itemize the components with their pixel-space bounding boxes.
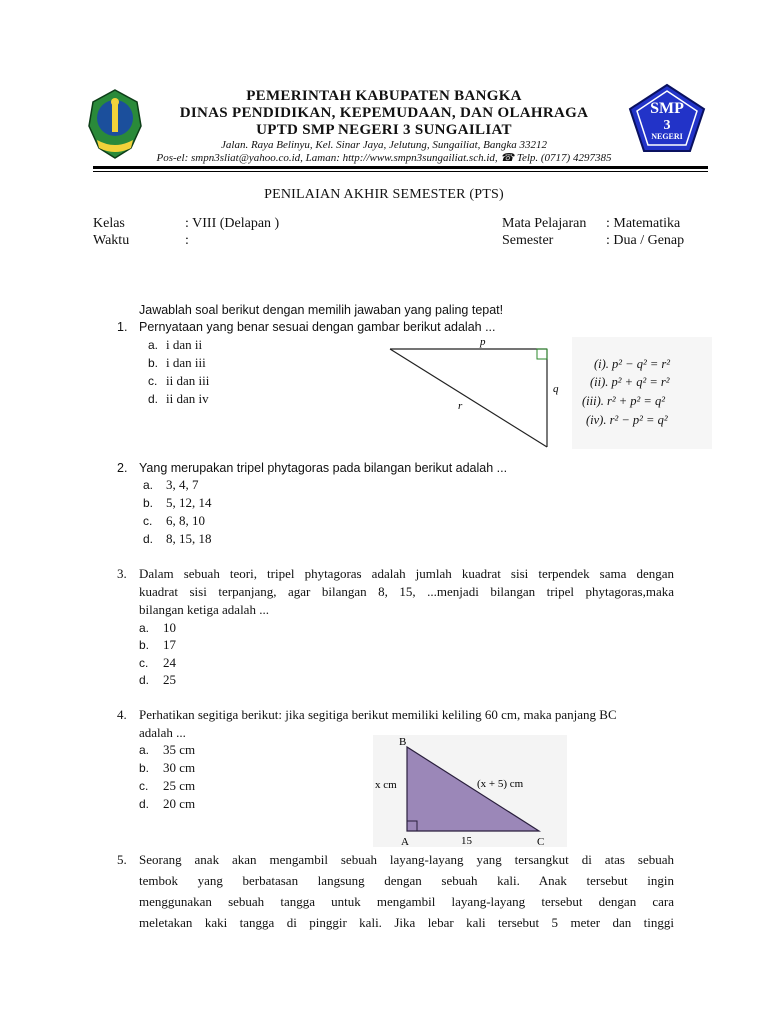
waktu-value: :	[185, 233, 189, 248]
header-address: Jalan. Raya Belinyu, Kel. Sinar Jaya, Jelutung, Sungailiat, Bangka 33212	[221, 139, 547, 151]
question-3-line-2: kuadrat sisi terpanjang, agar bilangan 8, 15, ...menjadi bilangan tripel phytagoras,maka	[139, 584, 674, 599]
q4-option-b-letter: b.	[139, 761, 150, 775]
q1-label-r: r	[458, 400, 463, 412]
q4-option-d-letter: d.	[139, 797, 150, 811]
question-4-line-2: adalah ...	[139, 725, 186, 740]
q2-option-d-text: 8, 15, 18	[166, 531, 212, 546]
header-line-3: UPTD SMP NEGERI 3 SUNGAILIAT	[256, 122, 512, 138]
q4-label-a: A	[401, 836, 409, 847]
q1-option-d-letter: d.	[148, 392, 159, 406]
question-1-text: Pernyataan yang benar sesuai dengan gambar berikut adalah ...	[139, 320, 496, 334]
question-3-line-1: Dalam sebuah teori, tripel phytagoras adalah jumlah kuadrat sisi terpendek sama dengan	[139, 566, 674, 581]
q3-option-d-text: 25	[163, 672, 176, 687]
q4-option-d-text: 20 cm	[163, 796, 196, 811]
q4-option-a-letter: a.	[139, 743, 150, 757]
school-logo-right	[626, 83, 708, 155]
logo-right-number: 3	[663, 118, 671, 133]
q2-option-c-letter: c.	[143, 514, 153, 528]
q3-option-a-text: 10	[163, 620, 176, 635]
q3-option-c-letter: c.	[139, 656, 149, 670]
question-3-line-3: bilangan ketiga adalah ...	[139, 602, 269, 617]
q1-option-b-letter: b.	[148, 356, 159, 370]
q1-option-d-text: ii dan iv	[166, 391, 209, 406]
instruction: Jawablah soal berikut dengan memilih jawaban yang paling tepat!	[139, 303, 504, 317]
q4-option-b-text: 30 cm	[163, 760, 196, 775]
question-2-text: Yang merupakan tripel phytagoras pada bilangan berikut adalah ...	[139, 461, 508, 475]
exam-title: PENILAIAN AKHIR SEMESTER (PTS)	[264, 187, 504, 202]
question-1-number: 1.	[117, 320, 128, 334]
question-4-line-1: Perhatikan segitiga berikut: jika segitiga berikut memiliki keliling 60 cm, maka panjang BC	[139, 707, 617, 722]
question-3-number: 3.	[117, 566, 127, 581]
question-4-number: 4.	[117, 707, 127, 722]
q4-label-b: B	[399, 736, 407, 748]
q4-triangle-figure	[373, 735, 567, 847]
header-rule-thick	[93, 166, 708, 169]
q1-triangle-figure	[385, 334, 560, 452]
q2-option-a-text: 3, 4, 7	[166, 477, 199, 492]
q2-option-d-letter: d.	[143, 532, 154, 546]
q4-option-c-text: 25 cm	[163, 778, 196, 793]
q1-statement-iii: (iii). r² + p² = q²	[582, 394, 665, 408]
q4-option-a-text: 35 cm	[163, 742, 196, 757]
q1-option-a-text: i dan ii	[166, 337, 203, 352]
q2-option-c-text: 6, 8, 10	[166, 513, 205, 528]
q4-label-x: x cm	[375, 779, 397, 791]
mapel-value: : Matematika	[606, 216, 681, 231]
header-line-1: PEMERINTAH KABUPATEN BANGKA	[246, 88, 522, 104]
header-rule-thin	[93, 171, 708, 172]
header-line-2: DINAS PENDIDIKAN, KEPEMUDAAN, DAN OLAHRAGA	[179, 105, 589, 121]
q3-option-b-text: 17	[163, 637, 176, 652]
header-contact: Pos-el: smpn3sliat@yahoo.co.id, Laman: http://www.smpn3sungailiat.sch.id, ☎ Telp. (0717) 4297385	[156, 152, 612, 164]
question-5-number: 5.	[117, 852, 127, 867]
q1-statement-iv: (iv). r² − p² = q²	[586, 413, 668, 427]
q2-option-b-letter: b.	[143, 496, 154, 510]
mapel-label: Mata Pelajaran	[502, 216, 587, 231]
q1-option-a-letter: a.	[148, 338, 159, 352]
q4-option-c-letter: c.	[139, 779, 149, 793]
semester-label: Semester	[502, 233, 554, 248]
question-5-line-1: Seorang anak akan mengambil sebuah layang-layang yang tersangkut di atas sebuah	[139, 852, 674, 867]
question-5-line-3: menggunakan sebuah tangga untuk mengambil layang-layang tersebut dengan cara	[139, 894, 674, 909]
q1-label-p: p	[480, 336, 486, 348]
logo-right-smp: SMP	[650, 100, 684, 117]
kelas-label: Kelas	[93, 216, 125, 231]
q3-option-b-letter: b.	[139, 638, 150, 652]
semester-value: : Dua / Genap	[606, 233, 685, 248]
q3-option-d-letter: d.	[139, 673, 150, 687]
q4-label-hyp: (x + 5) cm	[477, 778, 524, 790]
q1-statements-box	[572, 337, 712, 449]
q1-statement-i: (i). p² − q² = r²	[594, 357, 671, 371]
question-2-number: 2.	[117, 461, 128, 475]
question-5-line-4: meletakan kaki tangga di pinggir kali. Jika lebar kali tersebut 5 meter dan tinggi	[139, 915, 674, 930]
q1-option-c-letter: c.	[148, 374, 158, 388]
logo-right-negeri: NEGERI	[651, 132, 683, 141]
q3-option-c-text: 24	[163, 655, 176, 670]
q4-label-base: 15	[461, 835, 472, 847]
q4-label-c: C	[537, 836, 545, 847]
q1-option-b-text: i dan iii	[166, 355, 206, 370]
question-5-line-2: tembok yang berbatasan langsung dengan sebuah kali. Anak tersebut ingin	[139, 873, 674, 888]
kelas-value: : VIII (Delapan )	[185, 216, 280, 231]
q2-option-a-letter: a.	[143, 478, 154, 492]
q1-statement-ii: (ii). p² + q² = r²	[590, 375, 670, 389]
q2-option-b-text: 5, 12, 14	[166, 495, 212, 510]
waktu-label: Waktu	[93, 233, 130, 248]
q1-option-c-text: ii dan iii	[166, 373, 210, 388]
q3-option-a-letter: a.	[139, 621, 150, 635]
q1-label-q: q	[553, 383, 559, 395]
